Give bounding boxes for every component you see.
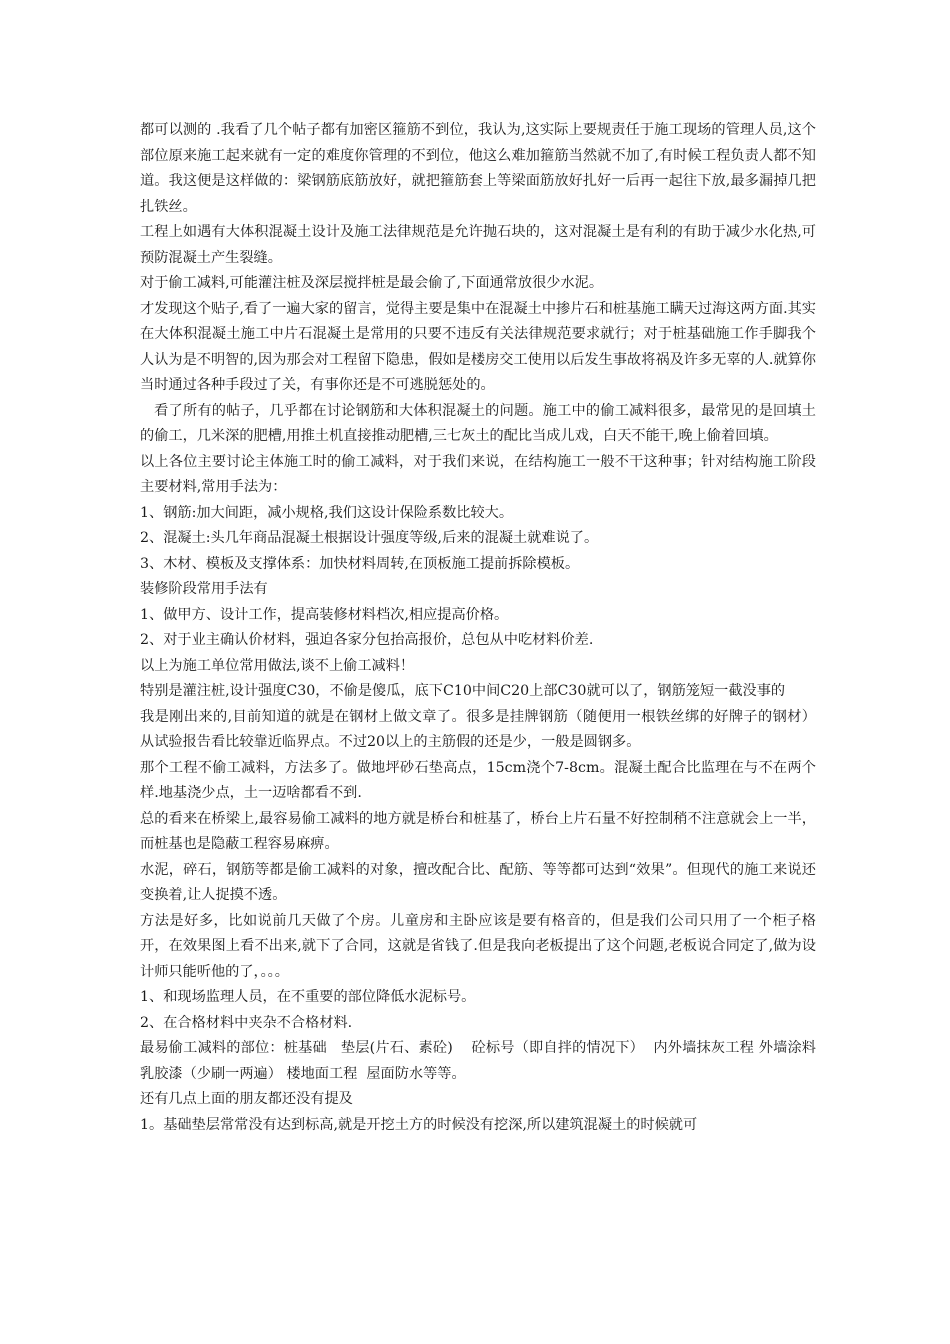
- paragraph: 以上各位主要讨论主体施工时的偷工减料，对于我们来说，在结构施工一般不干这种事；针对结构施工阶段主要材料,常用手法为：: [140, 453, 816, 495]
- paragraph: 方法是好多，比如说前几天做了个房。儿童房和主卧应该是要有格音的，但是我们公司只用了一个柜子格开，在效果图上看不出来,就下了合同，这就是省钱了.但是我向老板提出了这个问题,老板说合同定了,做为设计师只能听他的了，。。。: [140, 912, 816, 980]
- paragraph: 那个工程不偷工减料，方法多了。做地坪砂石垫高点，15cm浇个7-8cm。混凝土配合比监理在与不在两个样.地基浇少点，土一迈啥都看不到.: [140, 759, 816, 801]
- paragraph: 还有几点上面的朋友都还没有提及: [140, 1091, 353, 1107]
- paragraph: 看了所有的帖子，几乎都在讨论钢筋和大体积混凝土的问题。施工中的偷工减料很多，最常见的是回填土的偷工，几米深的肥槽,用推土机直接推动肥槽,三七灰土的配比当成儿戏，白天不能干,晚上偷着回填。: [140, 402, 816, 444]
- paragraph: 特别是灌注桩,设计强度C30，不偷是傻瓜，底下C10中间C20上部C30就可以了，钢筋笼短一截没事的: [140, 683, 786, 699]
- paragraph: 总的看来在桥梁上,最容易偷工减料的地方就是桥台和桩基了，桥台上片石量不好控制稍不注意就会上一半，而桩基也是隐蔽工程容易麻痹。: [140, 810, 816, 852]
- list-item: 2、混凝土:头几年商品混凝土根据设计强度等级,后来的混凝土就难说了。: [140, 530, 599, 546]
- paragraph: 装修阶段常用手法有: [140, 581, 268, 597]
- list-item: 2、在合格材料中夹杂不合格材料.: [140, 1014, 353, 1031]
- paragraph: 以上为施工单位常用做法,谈不上偷工减料！: [140, 657, 415, 674]
- paragraph: 才发现这个贴子,看了一遍大家的留言，觉得主要是集中在混凝土中掺片石和桩基施工瞒天过海这两方面.其实在大体积混凝土施工中片石混凝土是常用的只要不违反有关法律规范要求就行；对于桩基础施工作手脚我个人认为是不明智的,因为那会对工程留下隐患，假如是楼房交工使用以后发生事故将祸及许多无辜的人.就算你当时通过各种手段过了关，有事你还是不可逃脱惩处的。: [140, 300, 816, 393]
- paragraph: 对于偷工减料,可能灌注桩及深层搅拌桩是最会偷了,下面通常放很少水泥。: [140, 275, 604, 291]
- paragraph: 我是刚出来的,目前知道的就是在钢材上做文章了。很多是挂牌钢筋（随便用一根铁丝绑的好牌子的钢材） 从试验报告看比较靠近临界点。不过20以上的主筋假的还是少，一般是圆钢多。: [140, 708, 826, 750]
- list-item: 1、和现场监理人员，在不重要的部位降低水泥标号。: [140, 989, 476, 1005]
- list-item: 2、对于业主确认价材料，强迫各家分包抬高报价，总包从中吃材料价差.: [140, 632, 594, 648]
- paragraph: 都可以测的 .我看了几个帖子都有加密区箍筋不到位，我认为,这实际上要规责任于施工现场的管理人员,这个部位原来施工起来就有一定的难度你管理的不到位，他这么难加箍筋当然就不加了,有时候工程负责人都不知道。我这便是这样做的：梁钢筋底筋放好，就把箍筋套上等梁面筋放好扎好一后再一起往下放,最多漏掉几把扎铁丝。: [140, 122, 816, 215]
- list-item: 1、钢筋:加大间距，减小规格,我们这设计保险系数比较大。: [140, 504, 514, 521]
- document-body: [140, 118, 826, 1138]
- paragraph: 工程上如遇有大体积混凝土设计及施工法律规范是允许抛石块的，这对混凝土是有利的有助于减少水化热,可预防混凝土产生裂缝。: [140, 224, 816, 266]
- paragraph: 最易偷工减料的部位：桩基础 垫层(片石、素砼) 砼标号（即自拌的情况下） 内外墙抹灰工程 外墙涂料 乳胶漆（少刷一两遍） 楼地面工程 屋面防水等等。: [140, 1040, 826, 1082]
- list-item: 1。基础垫层常常没有达到标高,就是开挖土方的时候没有挖深,所以建筑混凝土的时候就可: [140, 1116, 698, 1133]
- list-item: 1、做甲方、设计工作，提高装修材料档次,相应提高价格。: [140, 606, 509, 623]
- list-item: 3、木材、模板及支撑体系：加快材料周转,在顶板施工提前拆除模板。: [140, 555, 580, 572]
- paragraph: 水泥，碎石，钢筋等都是偷工减料的对象，擅改配合比、配筋、等等都可达到“效果”。但现代的施工来说还变换着,让人捉摸不透。: [140, 861, 816, 903]
